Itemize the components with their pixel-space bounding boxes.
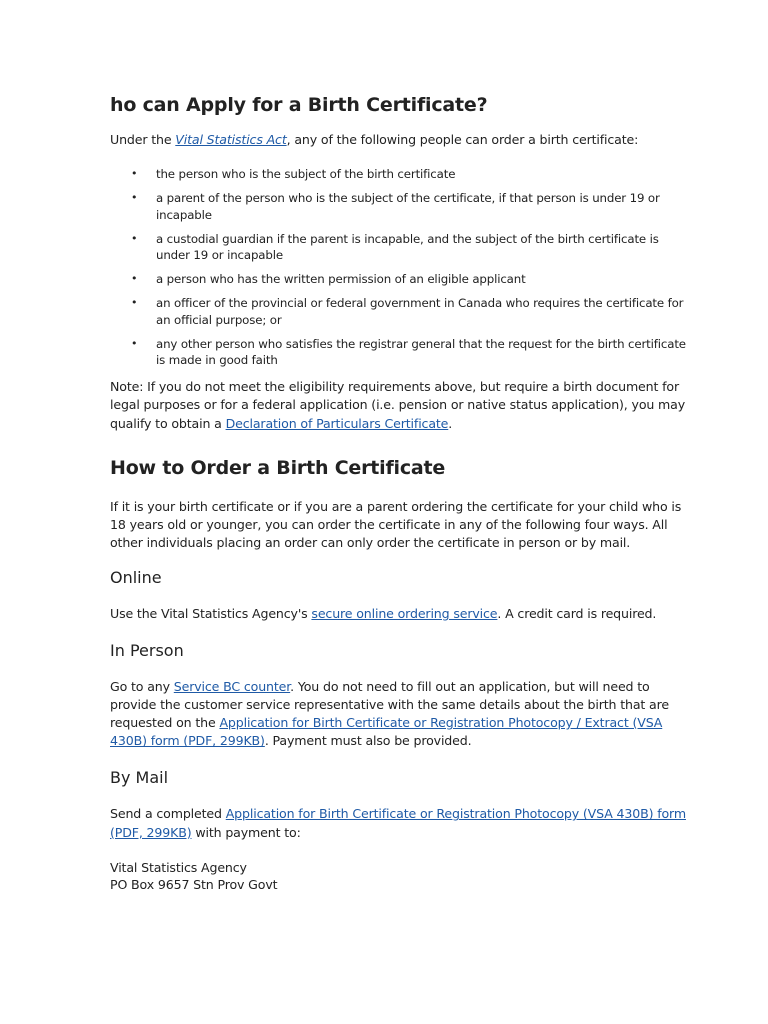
heading-in-person: In Person <box>110 640 184 660</box>
application-form-photocopy-link[interactable]: Application for Birth Certificate or Registration Photocopy (VSA 430B) form (PDF, 299KB) <box>110 806 686 840</box>
note-text-after: . <box>448 415 453 431</box>
list-item-text: any other person who satisfies the registrar general that the request for the birth certificate is made in good faith <box>156 336 686 368</box>
bullet-icon: • <box>131 296 138 310</box>
by-mail-text-before: Send a completed <box>110 806 226 822</box>
in-person-paragraph <box>110 678 696 751</box>
online-text-after: . A credit card is required. <box>497 606 657 622</box>
list-item-text: the person who is the subject of the birth certificate <box>156 167 456 182</box>
bullet-icon: • <box>131 167 138 181</box>
list-item-text: an officer of the provincial or federal government in Canada who requires the certificate for an official purpose; or <box>156 296 684 327</box>
bullet-icon: • <box>131 272 138 286</box>
service-bc-counter-link[interactable]: Service BC counter <box>173 678 291 694</box>
list-item-text: a parent of the person who is the subject of the certificate, if that person is under 19 or incapable <box>156 191 660 222</box>
online-paragraph <box>110 605 696 623</box>
list-item <box>110 295 696 327</box>
heading-online: Online <box>110 568 162 588</box>
heading-how-to-order: How to Order a Birth Certificate <box>110 456 446 479</box>
list-item <box>110 336 696 368</box>
heading-who-can-apply: ho can Apply for a Birth Certificate? <box>110 94 488 116</box>
list-item-text: a custodial guardian if the parent is incapable, and the subject of the birth certificate is under 19 or incapable <box>156 231 659 263</box>
document-page <box>110 92 696 893</box>
order-intro-paragraph: If it is your birth certificate or if you are a parent ordering the certificate for your child who is 18 years old or younger, you can order the certificate in any of the following four ways. All other individuals placing an order can only order the certificate in person or by mail. <box>110 498 682 551</box>
mailing-address <box>110 859 696 893</box>
application-form-extract-link[interactable]: Application for Birth Certificate or Registration Photocopy / Extract (VSA 430B) form (PDF, 299KB) <box>110 715 663 749</box>
bullet-icon: • <box>131 336 138 350</box>
list-item <box>110 231 696 263</box>
address-line: Vital Statistics Agency <box>110 859 247 875</box>
declaration-of-particulars-link[interactable]: Declaration of Particulars Certificate <box>225 415 449 431</box>
online-text-before: Use the Vital Statistics Agency's <box>110 606 312 622</box>
intro-text-before: Under the <box>110 132 176 147</box>
intro-text-after: , any of the following people can order a birth certificate: <box>286 132 639 147</box>
by-mail-text-after: with payment to: <box>191 824 301 840</box>
note-paragraph <box>110 378 696 433</box>
list-item-text: a person who has the written permission of an eligible applicant <box>156 272 526 287</box>
intro-paragraph <box>110 131 696 149</box>
eligible-applicants-list <box>110 166 696 368</box>
in-person-text-middle: . You do not need to fill out an application, but will need to provide the customer service representative with the same details about the birth that are requested on the <box>110 678 669 731</box>
list-item <box>110 271 696 287</box>
bullet-icon: • <box>131 231 138 245</box>
address-line: PO Box 9657 Stn Prov Govt <box>110 876 278 892</box>
by-mail-paragraph <box>110 805 696 841</box>
note-text-before: Note: If you do not meet the eligibility requirements above, but require a birth document for legal purposes or for a federal application (i.e. pension or native status application), you may qualify to obtain a <box>110 379 686 431</box>
vital-statistics-act-link[interactable]: Vital Statistics Act <box>175 132 287 147</box>
bullet-icon: • <box>131 191 138 205</box>
in-person-text-before: Go to any <box>110 678 174 694</box>
heading-by-mail: By Mail <box>110 768 169 788</box>
in-person-text-after: . Payment must also be provided. <box>264 733 472 749</box>
list-item <box>110 190 696 222</box>
list-item <box>110 166 696 182</box>
secure-online-ordering-link[interactable]: secure online ordering service <box>311 606 498 622</box>
